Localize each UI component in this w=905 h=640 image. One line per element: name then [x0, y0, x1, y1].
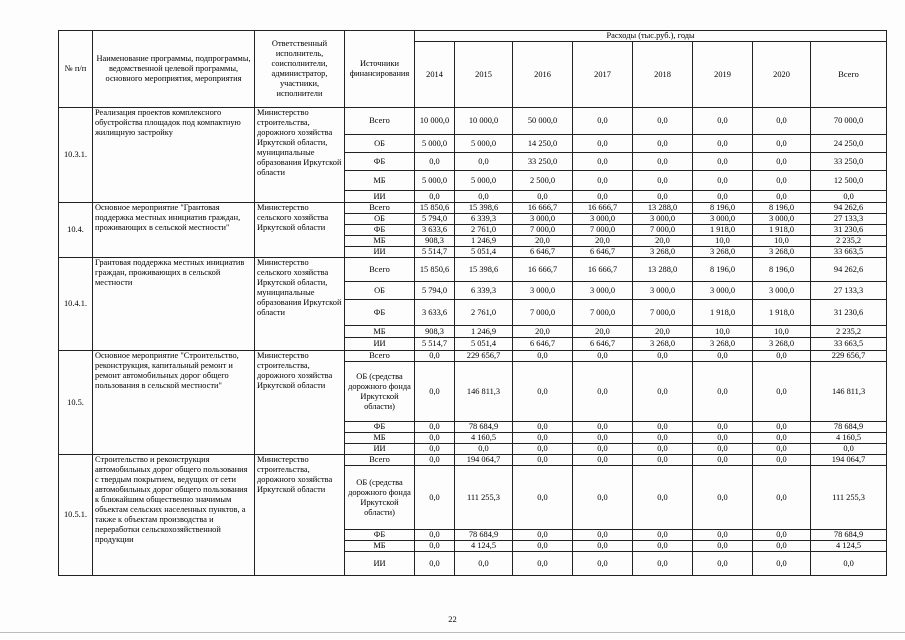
year-value-cell: 0,0 [415, 153, 455, 171]
source-cell: Всего [345, 203, 415, 214]
year-value-cell: 78 684,9 [455, 422, 513, 433]
source-cell: ФБ [345, 225, 415, 236]
header-responsible: Ответственный исполнитель, соисполнители, администратор, участники, исполнители [255, 31, 345, 108]
total-value-cell: 0,0 [811, 552, 887, 576]
source-cell: ОБ (средства дорожного фонда Иркутской области) [345, 362, 415, 422]
year-value-cell: 0,0 [693, 153, 753, 171]
year-value-cell: 1 918,0 [693, 300, 753, 326]
year-value-cell: 10,0 [753, 326, 811, 338]
total-value-cell: 27 133,3 [811, 282, 887, 300]
year-value-cell: 10 000,0 [455, 108, 513, 135]
year-value-cell: 0,0 [753, 135, 811, 153]
source-cell: ИИ [345, 552, 415, 576]
year-value-cell: 0,0 [693, 530, 753, 541]
year-value-cell: 146 811,3 [455, 362, 513, 422]
year-value-cell: 0,0 [753, 541, 811, 552]
header-year: 2020 [753, 42, 811, 108]
total-value-cell: 31 230,6 [811, 225, 887, 236]
total-value-cell: 2 235,2 [811, 326, 887, 338]
year-value-cell: 0,0 [693, 466, 753, 530]
year-value-cell: 0,0 [513, 466, 573, 530]
year-value-cell: 0,0 [573, 455, 633, 466]
year-value-cell: 0,0 [633, 541, 693, 552]
year-value-cell: 3 000,0 [513, 214, 573, 225]
year-value-cell: 20,0 [633, 326, 693, 338]
year-value-cell: 0,0 [693, 552, 753, 576]
year-value-cell: 0,0 [455, 552, 513, 576]
year-value-cell: 5 000,0 [415, 171, 455, 191]
table-row [59, 455, 887, 466]
total-value-cell: 24 250,0 [811, 135, 887, 153]
header-year: 2017 [573, 42, 633, 108]
year-value-cell: 0,0 [693, 108, 753, 135]
total-value-cell: 33 663,5 [811, 338, 887, 351]
source-cell: Всего [345, 258, 415, 282]
scan-edge-line [0, 632, 905, 633]
source-cell: ИИ [345, 191, 415, 203]
year-value-cell: 0,0 [753, 351, 811, 362]
year-value-cell: 8 196,0 [753, 258, 811, 282]
year-value-cell: 3 633,6 [415, 225, 455, 236]
header-name: Наименование программы, подпрограммы, ведомственной целевой программы, основного мероприятия, мероприятия [93, 31, 255, 108]
year-value-cell: 7 000,0 [513, 300, 573, 326]
total-value-cell: 94 262,6 [811, 258, 887, 282]
year-value-cell: 908,3 [415, 326, 455, 338]
year-value-cell: 3 000,0 [633, 214, 693, 225]
year-value-cell: 5 794,0 [415, 214, 455, 225]
header-year: 2019 [693, 42, 753, 108]
year-value-cell: 1 918,0 [753, 225, 811, 236]
year-value-cell: 6 646,7 [573, 338, 633, 351]
year-value-cell: 8 196,0 [753, 203, 811, 214]
program-name-cell: Основное мероприятие "Грантовая поддержка местных инициатив граждан, проживающих в сельской местности" [93, 203, 255, 258]
year-value-cell: 0,0 [573, 108, 633, 135]
year-value-cell: 0,0 [633, 466, 693, 530]
year-value-cell: 2 761,0 [455, 300, 513, 326]
year-value-cell: 0,0 [513, 433, 573, 444]
year-value-cell: 6 646,7 [513, 338, 573, 351]
year-value-cell: 0,0 [633, 422, 693, 433]
source-cell: ОБ [345, 282, 415, 300]
total-value-cell: 194 064,7 [811, 455, 887, 466]
year-value-cell: 0,0 [633, 191, 693, 203]
year-value-cell: 15 398,6 [455, 258, 513, 282]
year-value-cell: 3 000,0 [513, 282, 573, 300]
year-value-cell: 5 514,7 [415, 338, 455, 351]
year-value-cell: 0,0 [573, 171, 633, 191]
header-num: № п/п [59, 31, 93, 108]
year-value-cell: 14 250,0 [513, 135, 573, 153]
responsible-cell: Министерство сельского хозяйства Иркутской области [255, 203, 345, 258]
year-value-cell: 3 000,0 [573, 214, 633, 225]
program-name-cell: Основное мероприятие "Строительство, реконструкция, капитальный ремонт и ремонт автомобильных дорог общего пользования в сельской местности" [93, 351, 255, 455]
year-value-cell: 3 000,0 [573, 282, 633, 300]
total-value-cell: 4 160,5 [811, 433, 887, 444]
year-value-cell: 16 666,7 [513, 258, 573, 282]
program-name-cell: Реализация проектов комплексного обустройства площадок под компактную жилищную застройку [93, 108, 255, 203]
total-value-cell: 111 255,3 [811, 466, 887, 530]
year-value-cell: 16 666,7 [513, 203, 573, 214]
year-value-cell: 0,0 [633, 362, 693, 422]
header-expenses: Расходы (тыс.руб.), годы [415, 31, 887, 42]
header-year: 2018 [633, 42, 693, 108]
source-cell: МБ [345, 433, 415, 444]
source-cell: Всего [345, 108, 415, 135]
total-value-cell: 33 663,5 [811, 247, 887, 258]
year-value-cell: 0,0 [753, 191, 811, 203]
total-value-cell: 2 235,2 [811, 236, 887, 247]
year-value-cell: 7 000,0 [573, 225, 633, 236]
year-value-cell: 0,0 [573, 530, 633, 541]
year-value-cell: 13 288,0 [633, 203, 693, 214]
year-value-cell: 0,0 [753, 466, 811, 530]
year-value-cell: 0,0 [753, 171, 811, 191]
year-value-cell: 7 000,0 [513, 225, 573, 236]
year-value-cell: 1 918,0 [693, 225, 753, 236]
header-year: 2014 [415, 42, 455, 108]
year-value-cell: 16 666,7 [573, 258, 633, 282]
year-value-cell: 0,0 [693, 433, 753, 444]
year-value-cell: 0,0 [693, 191, 753, 203]
table-row [59, 203, 887, 214]
budget-table [58, 30, 887, 576]
year-value-cell: 7 000,0 [633, 300, 693, 326]
year-value-cell: 20,0 [513, 236, 573, 247]
year-value-cell: 0,0 [693, 455, 753, 466]
source-cell: ИИ [345, 444, 415, 455]
year-value-cell: 0,0 [633, 108, 693, 135]
source-cell: Всего [345, 351, 415, 362]
year-value-cell: 0,0 [633, 171, 693, 191]
year-value-cell: 10,0 [693, 326, 753, 338]
total-value-cell: 146 811,3 [811, 362, 887, 422]
year-value-cell: 0,0 [415, 191, 455, 203]
year-value-cell: 3 000,0 [753, 282, 811, 300]
total-value-cell: 0,0 [811, 191, 887, 203]
year-value-cell: 15 398,6 [455, 203, 513, 214]
year-value-cell: 0,0 [573, 541, 633, 552]
program-name-cell: Строительство и реконструкция автомобильных дорог общего пользования с твердым покрытием, ведущих от сети автомобильных дорог общего пользования к ближайшим общественно значимым объектам сельских населенных пунктов, а также к объектам производства и переработки сельскохозяйственной продукции [93, 455, 255, 576]
source-cell: ОБ [345, 135, 415, 153]
year-value-cell: 16 666,7 [573, 203, 633, 214]
year-value-cell: 3 000,0 [633, 282, 693, 300]
year-value-cell: 78 684,9 [455, 530, 513, 541]
year-value-cell: 0,0 [513, 455, 573, 466]
year-value-cell: 0,0 [415, 552, 455, 576]
year-value-cell: 0,0 [415, 433, 455, 444]
year-value-cell: 0,0 [513, 541, 573, 552]
year-value-cell: 13 288,0 [633, 258, 693, 282]
year-value-cell: 6 646,7 [573, 247, 633, 258]
year-value-cell: 0,0 [753, 444, 811, 455]
total-value-cell: 27 133,3 [811, 214, 887, 225]
source-cell: ФБ [345, 530, 415, 541]
source-cell: ОБ (средства дорожного фонда Иркутской области) [345, 466, 415, 530]
year-value-cell: 0,0 [693, 135, 753, 153]
table-row [59, 351, 887, 362]
year-value-cell: 0,0 [415, 455, 455, 466]
total-value-cell: 94 262,6 [811, 203, 887, 214]
year-value-cell: 0,0 [573, 433, 633, 444]
year-value-cell: 0,0 [415, 362, 455, 422]
source-cell: МБ [345, 236, 415, 247]
source-cell: ОБ [345, 214, 415, 225]
year-value-cell: 0,0 [455, 444, 513, 455]
year-value-cell: 0,0 [513, 191, 573, 203]
year-value-cell: 0,0 [753, 455, 811, 466]
source-cell: МБ [345, 171, 415, 191]
year-value-cell: 194 064,7 [455, 455, 513, 466]
year-value-cell: 3 000,0 [693, 214, 753, 225]
year-value-cell: 5 514,7 [415, 247, 455, 258]
year-value-cell: 0,0 [415, 541, 455, 552]
year-value-cell: 0,0 [753, 530, 811, 541]
year-value-cell: 4 160,5 [455, 433, 513, 444]
year-value-cell: 10,0 [753, 236, 811, 247]
year-value-cell: 5 794,0 [415, 282, 455, 300]
total-value-cell: 31 230,6 [811, 300, 887, 326]
total-value-cell: 78 684,9 [811, 422, 887, 433]
year-value-cell: 0,0 [753, 153, 811, 171]
year-value-cell: 8 196,0 [693, 258, 753, 282]
year-value-cell: 3 000,0 [693, 282, 753, 300]
year-value-cell: 0,0 [693, 171, 753, 191]
row-number-cell: 10.5. [59, 351, 93, 455]
total-value-cell: 78 684,9 [811, 530, 887, 541]
year-value-cell: 20,0 [573, 326, 633, 338]
year-value-cell: 2 761,0 [455, 225, 513, 236]
year-value-cell: 0,0 [693, 422, 753, 433]
year-value-cell: 0,0 [573, 552, 633, 576]
total-value-cell: 229 656,7 [811, 351, 887, 362]
year-value-cell: 0,0 [753, 108, 811, 135]
year-value-cell: 0,0 [513, 362, 573, 422]
row-number-cell: 10.4. [59, 203, 93, 258]
year-value-cell: 6 339,3 [455, 214, 513, 225]
year-value-cell: 0,0 [633, 135, 693, 153]
year-value-cell: 0,0 [415, 466, 455, 530]
row-number-cell: 10.3.1. [59, 108, 93, 203]
total-value-cell: 70 000,0 [811, 108, 887, 135]
header-year: 2016 [513, 42, 573, 108]
total-value-cell: 12 500,0 [811, 171, 887, 191]
year-value-cell: 0,0 [753, 362, 811, 422]
year-value-cell: 33 250,0 [513, 153, 573, 171]
year-value-cell: 908,3 [415, 236, 455, 247]
year-value-cell: 0,0 [415, 444, 455, 455]
year-value-cell: 0,0 [573, 351, 633, 362]
year-value-cell: 0,0 [513, 552, 573, 576]
year-value-cell: 5 051,4 [455, 247, 513, 258]
year-value-cell: 0,0 [693, 351, 753, 362]
year-value-cell: 0,0 [513, 422, 573, 433]
year-value-cell: 3 268,0 [693, 247, 753, 258]
total-value-cell: 4 124,5 [811, 541, 887, 552]
year-value-cell: 10 000,0 [415, 108, 455, 135]
year-value-cell: 0,0 [415, 422, 455, 433]
year-value-cell: 6 339,3 [455, 282, 513, 300]
year-value-cell: 0,0 [455, 191, 513, 203]
source-cell: ФБ [345, 300, 415, 326]
year-value-cell: 20,0 [573, 236, 633, 247]
year-value-cell: 0,0 [573, 422, 633, 433]
year-value-cell: 0,0 [633, 351, 693, 362]
year-value-cell: 0,0 [693, 541, 753, 552]
year-value-cell: 0,0 [633, 530, 693, 541]
year-value-cell: 1 246,9 [455, 236, 513, 247]
year-value-cell: 0,0 [633, 433, 693, 444]
year-value-cell: 5 000,0 [455, 135, 513, 153]
year-value-cell: 4 124,5 [455, 541, 513, 552]
year-value-cell: 50 000,0 [513, 108, 573, 135]
year-value-cell: 3 268,0 [693, 338, 753, 351]
header-total: Всего [811, 42, 887, 108]
year-value-cell: 3 268,0 [753, 247, 811, 258]
source-cell: ФБ [345, 422, 415, 433]
year-value-cell: 0,0 [633, 153, 693, 171]
year-value-cell: 3 268,0 [753, 338, 811, 351]
year-value-cell: 111 255,3 [455, 466, 513, 530]
year-value-cell: 15 850,6 [415, 258, 455, 282]
year-value-cell: 0,0 [573, 444, 633, 455]
responsible-cell: Министерство строительства, дорожного хозяйства Иркутской области, муниципальные образования Иркутской области [255, 108, 345, 203]
year-value-cell: 0,0 [573, 153, 633, 171]
year-value-cell: 0,0 [573, 191, 633, 203]
year-value-cell: 0,0 [415, 351, 455, 362]
year-value-cell: 0,0 [753, 433, 811, 444]
year-value-cell: 3 268,0 [633, 247, 693, 258]
table-body [59, 108, 887, 576]
year-value-cell: 0,0 [573, 135, 633, 153]
header-year: 2015 [455, 42, 513, 108]
responsible-cell: Министерство строительства, дорожного хозяйства Иркутской области [255, 351, 345, 455]
year-value-cell: 20,0 [633, 236, 693, 247]
total-value-cell: 0,0 [811, 444, 887, 455]
year-value-cell: 7 000,0 [633, 225, 693, 236]
year-value-cell: 5 000,0 [455, 171, 513, 191]
row-number-cell: 10.4.1. [59, 258, 93, 351]
source-cell: МБ [345, 326, 415, 338]
table-row [59, 108, 887, 135]
year-value-cell: 20,0 [513, 326, 573, 338]
year-value-cell: 1 246,9 [455, 326, 513, 338]
year-value-cell: 0,0 [573, 466, 633, 530]
year-value-cell: 0,0 [633, 552, 693, 576]
source-cell: МБ [345, 541, 415, 552]
year-value-cell: 15 850,6 [415, 203, 455, 214]
year-value-cell: 0,0 [693, 444, 753, 455]
year-value-cell: 6 646,7 [513, 247, 573, 258]
year-value-cell: 8 196,0 [693, 203, 753, 214]
year-value-cell: 0,0 [513, 444, 573, 455]
page-number: 22 [448, 614, 457, 624]
year-value-cell: 0,0 [513, 530, 573, 541]
responsible-cell: Министерство строительства, дорожного хозяйства Иркутской области [255, 455, 345, 576]
year-value-cell: 10,0 [693, 236, 753, 247]
year-value-cell: 0,0 [573, 362, 633, 422]
source-cell: ИИ [345, 247, 415, 258]
source-cell: ИИ [345, 338, 415, 351]
year-value-cell: 0,0 [693, 362, 753, 422]
year-value-cell: 5 000,0 [415, 135, 455, 153]
year-value-cell: 0,0 [513, 351, 573, 362]
year-value-cell: 0,0 [753, 552, 811, 576]
year-value-cell: 2 500,0 [513, 171, 573, 191]
year-value-cell: 7 000,0 [573, 300, 633, 326]
responsible-cell: Министерство сельского хозяйства Иркутской области, муниципальные образования Иркутской области [255, 258, 345, 351]
header-source: Источники финансирования [345, 31, 415, 108]
year-value-cell: 3 633,6 [415, 300, 455, 326]
source-cell: ФБ [345, 153, 415, 171]
year-value-cell: 0,0 [633, 455, 693, 466]
program-name-cell: Грантовая поддержка местных инициатив граждан, проживающих в сельской местности [93, 258, 255, 351]
year-value-cell: 0,0 [633, 444, 693, 455]
source-cell: Всего [345, 455, 415, 466]
year-value-cell: 0,0 [753, 422, 811, 433]
year-value-cell: 3 000,0 [753, 214, 811, 225]
table-row [59, 258, 887, 282]
year-value-cell: 5 051,4 [455, 338, 513, 351]
year-value-cell: 1 918,0 [753, 300, 811, 326]
year-value-cell: 0,0 [415, 530, 455, 541]
total-value-cell: 33 250,0 [811, 153, 887, 171]
year-value-cell: 0,0 [455, 153, 513, 171]
year-value-cell: 229 656,7 [455, 351, 513, 362]
year-value-cell: 3 268,0 [633, 338, 693, 351]
row-number-cell: 10.5.1. [59, 455, 93, 576]
